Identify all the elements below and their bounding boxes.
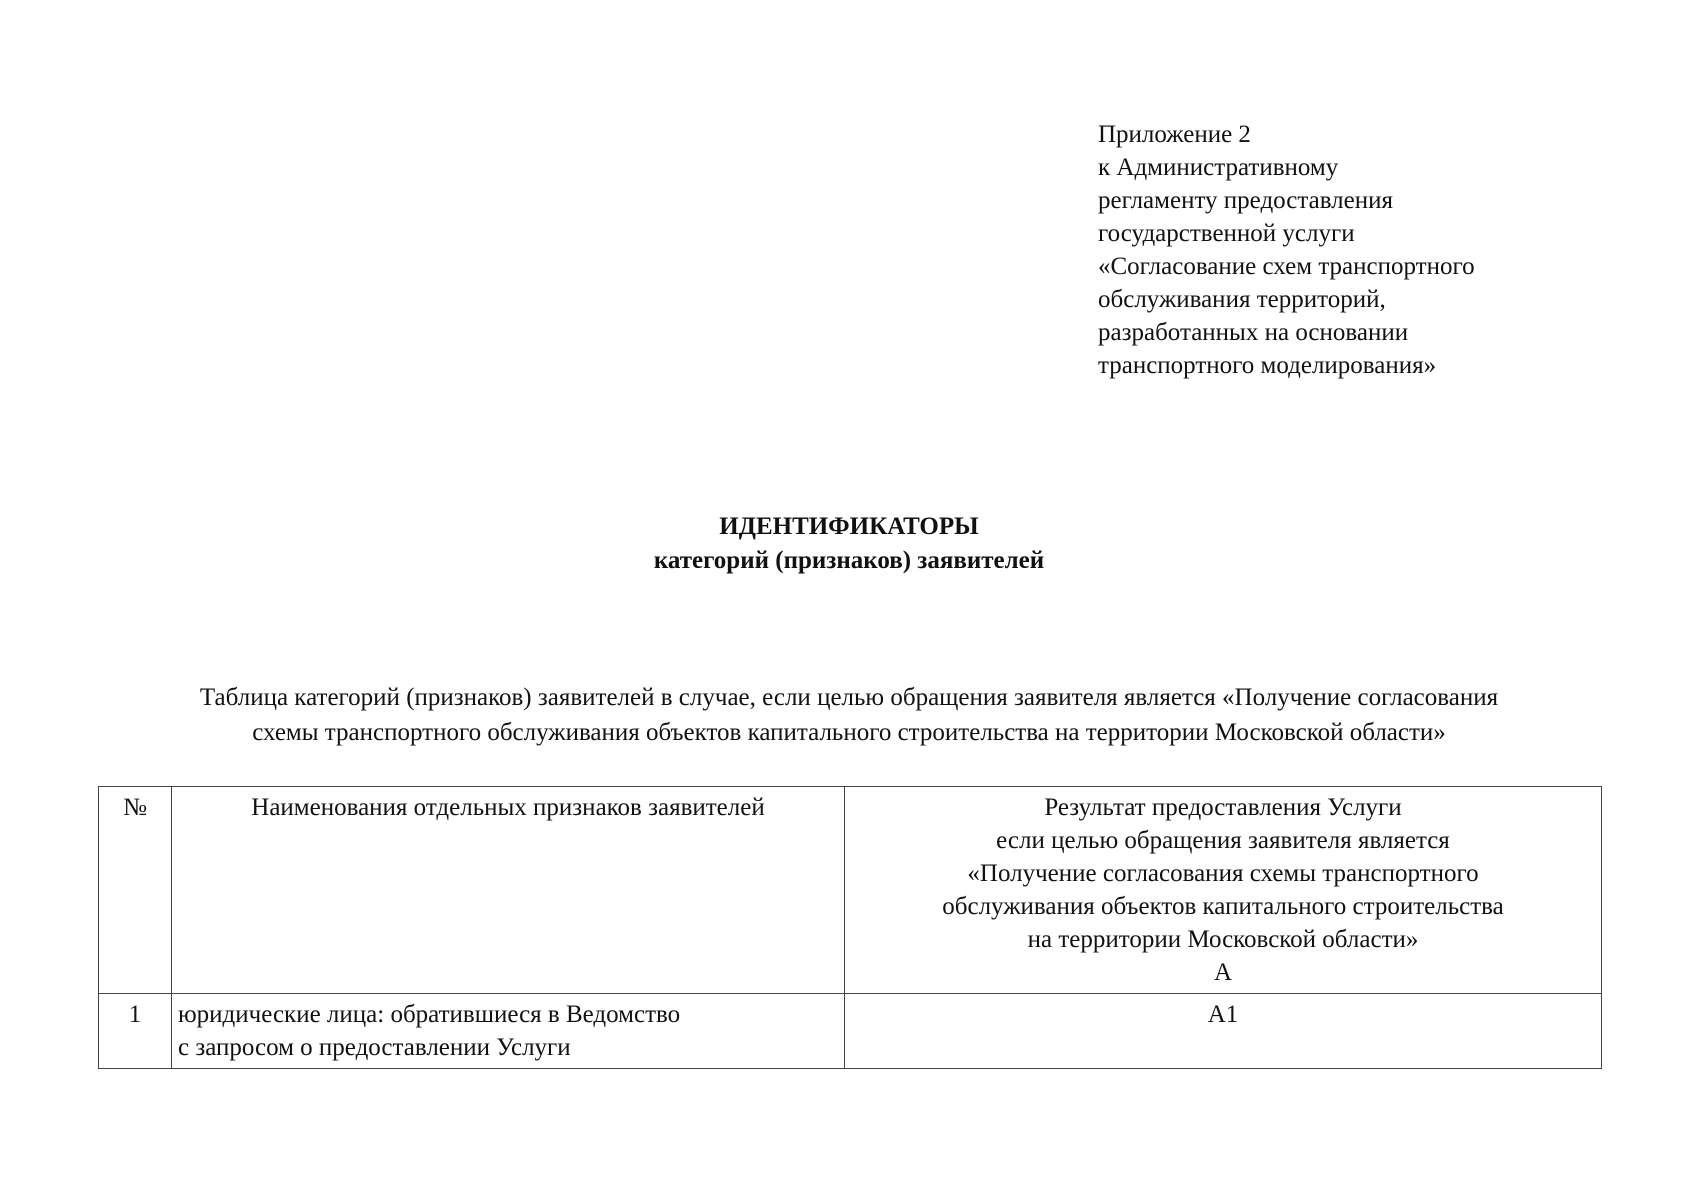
row-name xyxy=(172,994,845,1069)
header-name: Наименования отдельных признаков заявителей xyxy=(172,787,845,994)
header-result-line: «Получение согласования схемы транспортного xyxy=(967,860,1479,887)
header-result-line: если целью обращения заявителя является xyxy=(996,827,1450,854)
header-num: № xyxy=(99,787,172,994)
table-header-row xyxy=(99,787,1602,994)
row-result: А1 xyxy=(845,994,1602,1069)
header-result-line: А xyxy=(1213,959,1233,986)
appendix-line: транспортного моделирования» xyxy=(1098,352,1437,379)
appendix-line: «Согласование схем транспортного xyxy=(1098,253,1475,280)
row-num: 1 xyxy=(99,994,172,1069)
header-result-line: Результат предоставления Услуги xyxy=(1044,794,1402,821)
appendix-line: к Административному xyxy=(1098,154,1339,181)
row-name-line: юридические лица: обратившиеся в Ведомство xyxy=(178,1001,681,1028)
table-caption xyxy=(60,680,1638,750)
heading-title: ИДЕНТИФИКАТОРЫ xyxy=(719,513,979,540)
caption-line-2: схемы транспортного обслуживания объектов капитального строительства на территории Московской области» xyxy=(252,719,1446,746)
document-heading xyxy=(0,510,1698,578)
appendix-line: Приложение 2 xyxy=(1098,121,1251,148)
applicant-categories-table xyxy=(98,786,1602,1069)
caption-line-1: Таблица категорий (признаков) заявителей в случае, если целью обращения заявителя является «Получение согласования xyxy=(199,684,1499,711)
appendix-line: разработанных на основании xyxy=(1098,319,1409,346)
appendix-line: обслуживания территорий, xyxy=(1098,286,1386,313)
heading-subtitle: категорий (признаков) заявителей xyxy=(653,547,1045,574)
appendix-line: регламенту предоставления xyxy=(1098,187,1394,214)
appendix-block xyxy=(1098,118,1475,382)
header-result-line: на территории Московской области» xyxy=(1027,926,1419,953)
header-result-line: обслуживания объектов капитального строительства xyxy=(942,893,1504,920)
table-row xyxy=(99,994,1602,1069)
appendix-line: государственной услуги xyxy=(1098,220,1355,247)
header-result xyxy=(845,787,1602,994)
row-name-line: с запросом о предоставлении Услуги xyxy=(178,1034,571,1061)
